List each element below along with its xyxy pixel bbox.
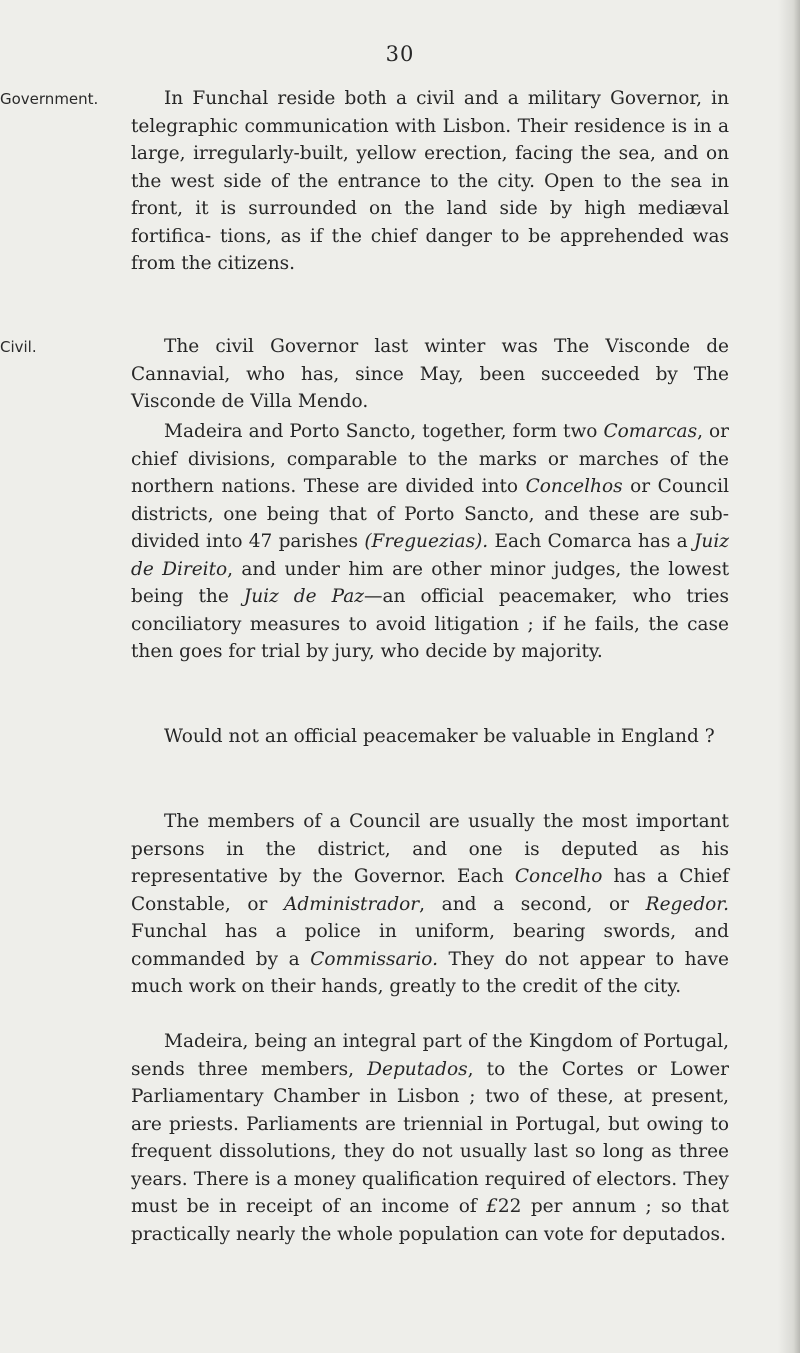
term-administrador: Administrador (284, 893, 420, 915)
text-run: Each Comarca has a (488, 531, 694, 552)
term-concelhos: Concelhos (525, 476, 623, 497)
text-run: 22 per annum ; so that practically nearly the whole population can vote for deputados. (131, 1196, 729, 1245)
text-run: , and under him are other minor judges, the lowest being the (131, 558, 729, 607)
text-run: —an official peacemaker, who tries conciliatory measures to avoid litigation ; if he fails, the case then goes for trial by jury, who decide by majority. (131, 586, 729, 662)
paragraph-comarcas (131, 418, 729, 666)
page-edge-shadow (778, 0, 800, 1353)
paragraph-government-text: In Funchal reside both a civil and a military Governor, in telegraphic communication with Lisbon. Their residence is in a large, irregularly-built, yellow erection, facing the sea, and on the west side of the entrance to the city. Open to the sea in front, it is surrounded on the land side by high mediæval fortifica- tions, as if the chief danger to be apprehended was from the citizens. (131, 88, 729, 274)
term-commissario: Commissario. (310, 948, 438, 970)
term-juiz-de-paz: Juiz de Paz (243, 586, 364, 607)
paragraph-peacemaker-text: Would not an official peacemaker be valuable in England ? (164, 726, 715, 747)
text-run: Funchal has a police in uniform, bearing swords, and commanded by a (131, 921, 729, 970)
text-run: The members of a Council are usually the most important persons in the district, and one is deputed as his representative by the Governor. Each (131, 811, 729, 887)
text-run: They do not appear to have much work on their hands, greatly to the credit of the city. (131, 948, 729, 997)
text-run: Madeira, being an integral part of the Kingdom of Portugal, sends three members, (131, 1031, 729, 1080)
text-run: , to the Cortes or Lower Parliamentary Chamber in Lisbon ; two of these, at present, are priests. Parliaments are triennial in Portugal, but owing to frequent dissolutions, they do not usually last so long as three years. There is a money qualification required of electors. They must be in receipt of an income of (131, 1058, 730, 1217)
page-number: 30 (385, 42, 415, 66)
term-deputados: Deputados (367, 1058, 468, 1080)
paragraph-civil-governor-text: The civil Governor last winter was The Visconde de Cannavial, who has, since May, been succeeded by The Visconde de Villa Mendo. (131, 336, 729, 412)
paragraph-council-members (131, 808, 729, 1001)
text-run: , or chief divisions, comparable to the marks or marches of the northern nations. These are divided into (131, 421, 729, 497)
paragraph-government (131, 85, 729, 278)
text-run: or Council districts, one being that of Porto Sancto, and these are sub-divided into 47 parishes (131, 476, 729, 552)
text-run: Madeira and Porto Sancto, together, form two (164, 421, 604, 442)
margin-note-government: Government. (0, 90, 99, 108)
text-run: , and a second, or (419, 893, 646, 915)
paragraph-peacemaker (131, 723, 729, 751)
term-comarcas: Comarcas (603, 421, 698, 442)
term-concelho: Concelho (514, 866, 603, 887)
paragraph-civil-governor (131, 333, 729, 416)
pound-sign: £ (486, 1196, 498, 1217)
text-run: has a Chief Constable, or (131, 866, 729, 915)
term-regedor: Regedor. (645, 893, 729, 915)
margin-note-civil: Civil. (0, 338, 37, 356)
paragraph-parliament (131, 1028, 729, 1248)
term-freguezias: (Freguezias). (364, 531, 489, 552)
term-juiz-de-direito: Juiz de Direito (131, 531, 729, 580)
